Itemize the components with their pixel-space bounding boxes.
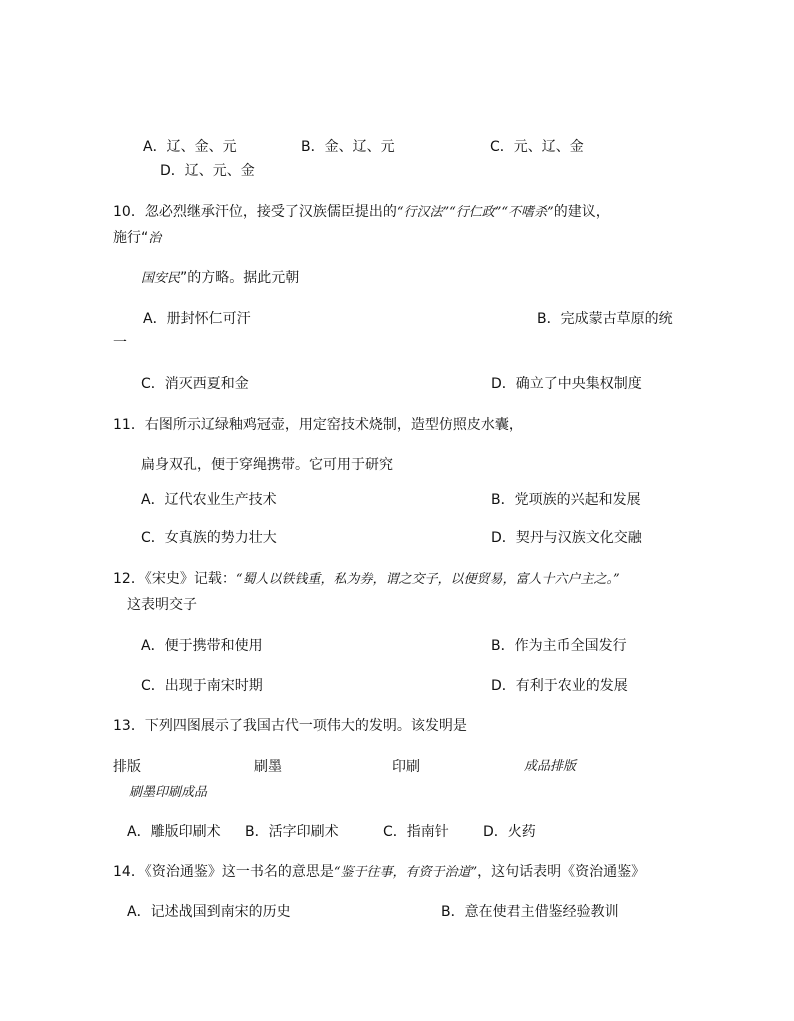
q12-option-a: A．便于携带和使用 xyxy=(141,638,263,654)
q9-option-b: B．金、辽、元 xyxy=(301,139,395,155)
q13-option-d: D．火药 xyxy=(483,824,536,840)
q10-stem-text3: ”的方略。据此元朝 xyxy=(180,270,300,286)
q11-stem-line1: 11．右图所示辽绿釉鸡冠壶，用定窑技术烧制，造型仿照皮水囊， xyxy=(113,417,523,433)
q13-option-a: A．雕版印刷术 xyxy=(127,824,221,840)
q13-option-c: C．指南针 xyxy=(383,824,449,840)
q10-option-a: A．册封怀仁可汗 xyxy=(143,311,251,327)
q11-stem-line2: 扁身双孔，便于穿绳携带。它可用于研究 xyxy=(141,457,393,473)
q13-image-label-2: 刷墨 xyxy=(254,759,282,775)
q12-stem-line1 xyxy=(113,569,620,590)
q9-option-d: D．辽、元、金 xyxy=(160,163,255,179)
q11-option-a: A．辽代农业生产技术 xyxy=(141,492,277,508)
q10-option-b-wrap: 一 xyxy=(113,335,127,351)
q10-option-c: C．消灭西夏和金 xyxy=(141,376,249,392)
q13-image-label-4: 成品排版 xyxy=(524,759,577,774)
q12-stem-line2: 这表明交子 xyxy=(127,597,197,613)
q11-option-c: C．女真族的势力壮大 xyxy=(141,530,277,546)
q10-stem-text: 10．忽必烈继承汗位，接受了汉族儒臣提出的 xyxy=(113,204,397,220)
q14-stem xyxy=(113,862,645,883)
q12-quote: “蜀人以铁钱重，私为券，谓之交子，以便贸易，富人十六户主之。” xyxy=(235,572,620,587)
q10-stem-italic: 治 xyxy=(148,231,162,246)
q13-stem: 13．下列四图展示了我国古代一项伟大的发明。该发明是 xyxy=(113,718,467,734)
q14-option-a: A．记述战国到南宋的历史 xyxy=(127,904,291,920)
q12-stem-text: 12．《宋史》记载： xyxy=(113,571,236,587)
q10-stem-text2: 施行“ xyxy=(113,230,149,246)
q9-option-c: C．元、辽、金 xyxy=(490,139,584,155)
q13-image-label-3: 印刷 xyxy=(392,759,420,775)
q9-option-a: A．辽、金、元 xyxy=(143,139,237,155)
q14-option-b: B．意在使君主借鉴经验教训 xyxy=(441,904,619,920)
q12-option-c: C．出现于南宋时期 xyxy=(141,678,263,694)
q10-stem-tail: 的建议， xyxy=(553,204,610,220)
q11-option-d: D．契丹与汉族文化交融 xyxy=(491,530,642,546)
q12-option-d: D．有利于农业的发展 xyxy=(491,678,628,694)
q14-stem-text: 14．《资治通鉴》这一书名的意思是 xyxy=(113,864,334,880)
q14-stem-tail: ，这句话表明《资治通鉴》 xyxy=(477,864,646,880)
q10-stem-line3 xyxy=(141,268,299,289)
q13-image-label-row2: 刷墨印刷成品 xyxy=(129,785,208,800)
q14-quote: “鉴于往事，有资于治道” xyxy=(333,865,478,880)
q10-quote: “行汉法”“行仁政”“不嗜杀” xyxy=(396,205,554,220)
q10-option-b: B．完成蒙古草原的统 xyxy=(537,311,673,327)
q12-option-b: B．作为主币全国发行 xyxy=(491,638,627,654)
q10-stem-italic2: 国安民 xyxy=(141,271,181,286)
q11-option-b: B．党项族的兴起和发展 xyxy=(491,492,641,508)
q10-stem-line2 xyxy=(113,228,161,249)
q13-option-b: B．活字印刷术 xyxy=(245,824,339,840)
q10-stem-line1 xyxy=(113,202,610,223)
q10-option-d: D．确立了中央集权制度 xyxy=(491,376,642,392)
q13-image-label-1: 排版 xyxy=(113,759,141,775)
